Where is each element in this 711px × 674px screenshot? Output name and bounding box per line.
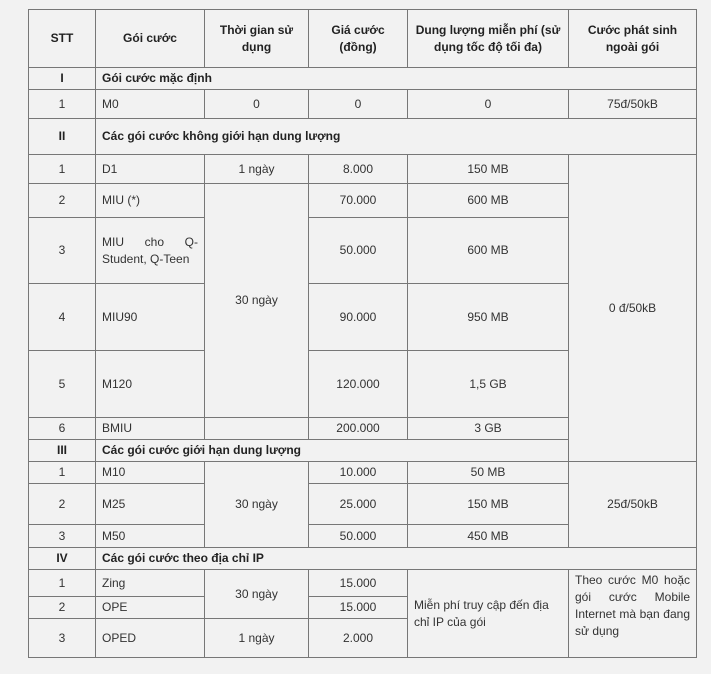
- merged-free-data: Miễn phí truy cập đến địa chỉ IP của gói: [408, 570, 569, 658]
- merged-duration: 30 ngày: [205, 184, 309, 418]
- row-package-name: OPE: [96, 597, 205, 619]
- row-overage: 75đ/50kB: [569, 90, 697, 119]
- row-package-name: Zing: [96, 570, 205, 597]
- row-stt: 4: [29, 284, 96, 351]
- row-stt: 1: [29, 570, 96, 597]
- row-stt: 1: [29, 155, 96, 184]
- row-stt: 2: [29, 597, 96, 619]
- table-row: [29, 462, 697, 484]
- merged-duration: 30 ngày: [205, 462, 309, 548]
- row-stt: 3: [29, 619, 96, 658]
- row-free-data: 150 MB: [408, 484, 569, 525]
- row-price: 90.000: [309, 284, 408, 351]
- table-row: [29, 90, 697, 119]
- section-title: Các gói cước không giới hạn dung lượng: [96, 119, 697, 155]
- row-package-name: M25: [96, 484, 205, 525]
- header-price: Giá cước (đồng): [309, 10, 408, 68]
- section-title: Gói cước mặc định: [96, 68, 697, 90]
- row-free-data: 1,5 GB: [408, 351, 569, 418]
- row-package-name: D1: [96, 155, 205, 184]
- row-price: 120.000: [309, 351, 408, 418]
- pricing-table: [28, 9, 697, 658]
- row-price: 8.000: [309, 155, 408, 184]
- row-price: 25.000: [309, 484, 408, 525]
- header-free-data: Dung lượng miễn phí (sử dụng tốc độ tối đa): [408, 10, 569, 68]
- row-stt: 1: [29, 90, 96, 119]
- row-stt: 2: [29, 184, 96, 218]
- row-package-name: M0: [96, 90, 205, 119]
- row-package-name: MIU (*): [96, 184, 205, 218]
- row-free-data: 950 MB: [408, 284, 569, 351]
- row-stt: 5: [29, 351, 96, 418]
- table-row: [29, 570, 697, 597]
- row-price: 200.000: [309, 418, 408, 440]
- section-row: [29, 548, 697, 570]
- merged-overage: Theo cước M0 hoặc gói cước Mobile Internet mà bạn đang sử dụng: [569, 570, 697, 658]
- row-free-data: 0: [408, 90, 569, 119]
- header-duration: Thời gian sử dụng: [205, 10, 309, 68]
- section-title: Các gói cước theo địa chỉ IP: [96, 548, 697, 570]
- row-duration: 0: [205, 90, 309, 119]
- row-price: 2.000: [309, 619, 408, 658]
- section-row: [29, 119, 697, 155]
- section-number: III: [29, 440, 96, 462]
- row-stt: 3: [29, 218, 96, 284]
- row-package-name: MIU cho Q-Student, Q-Teen: [96, 218, 205, 284]
- row-free-data: 3 GB: [408, 418, 569, 440]
- row-duration: 1 ngày: [205, 619, 309, 658]
- row-price: 10.000: [309, 462, 408, 484]
- section-number: II: [29, 119, 96, 155]
- row-package-name: MIU90: [96, 284, 205, 351]
- header-overage: Cước phát sinh ngoài gói: [569, 10, 697, 68]
- row-free-data: 600 MB: [408, 184, 569, 218]
- row-package-name: M50: [96, 525, 205, 548]
- table-header-row: [29, 10, 697, 68]
- row-price: 70.000: [309, 184, 408, 218]
- section-number: IV: [29, 548, 96, 570]
- table-row: [29, 155, 697, 184]
- row-duration-empty: [205, 418, 309, 440]
- row-free-data: 600 MB: [408, 218, 569, 284]
- row-free-data: 450 MB: [408, 525, 569, 548]
- row-price: 50.000: [309, 525, 408, 548]
- row-package-name: BMIU: [96, 418, 205, 440]
- row-duration: 1 ngày: [205, 155, 309, 184]
- header-stt: STT: [29, 10, 96, 68]
- row-free-data: 50 MB: [408, 462, 569, 484]
- row-free-data: 150 MB: [408, 155, 569, 184]
- row-stt: 6: [29, 418, 96, 440]
- header-package: Gói cước: [96, 10, 205, 68]
- row-price: 0: [309, 90, 408, 119]
- section-row: [29, 68, 697, 90]
- section-row: [29, 440, 697, 462]
- row-price: 50.000: [309, 218, 408, 284]
- row-stt: 1: [29, 462, 96, 484]
- section-number: I: [29, 68, 96, 90]
- row-stt: 3: [29, 525, 96, 548]
- row-package-name: M10: [96, 462, 205, 484]
- section-title: Các gói cước giới hạn dung lượng: [96, 440, 697, 462]
- merged-duration: 30 ngày: [205, 570, 309, 619]
- row-price: 15.000: [309, 597, 408, 619]
- row-package-name: M120: [96, 351, 205, 418]
- merged-overage: 0 đ/50kB: [569, 155, 697, 462]
- row-stt: 2: [29, 484, 96, 525]
- merged-overage: 25đ/50kB: [569, 462, 697, 548]
- row-price: 15.000: [309, 570, 408, 597]
- row-package-name: OPED: [96, 619, 205, 658]
